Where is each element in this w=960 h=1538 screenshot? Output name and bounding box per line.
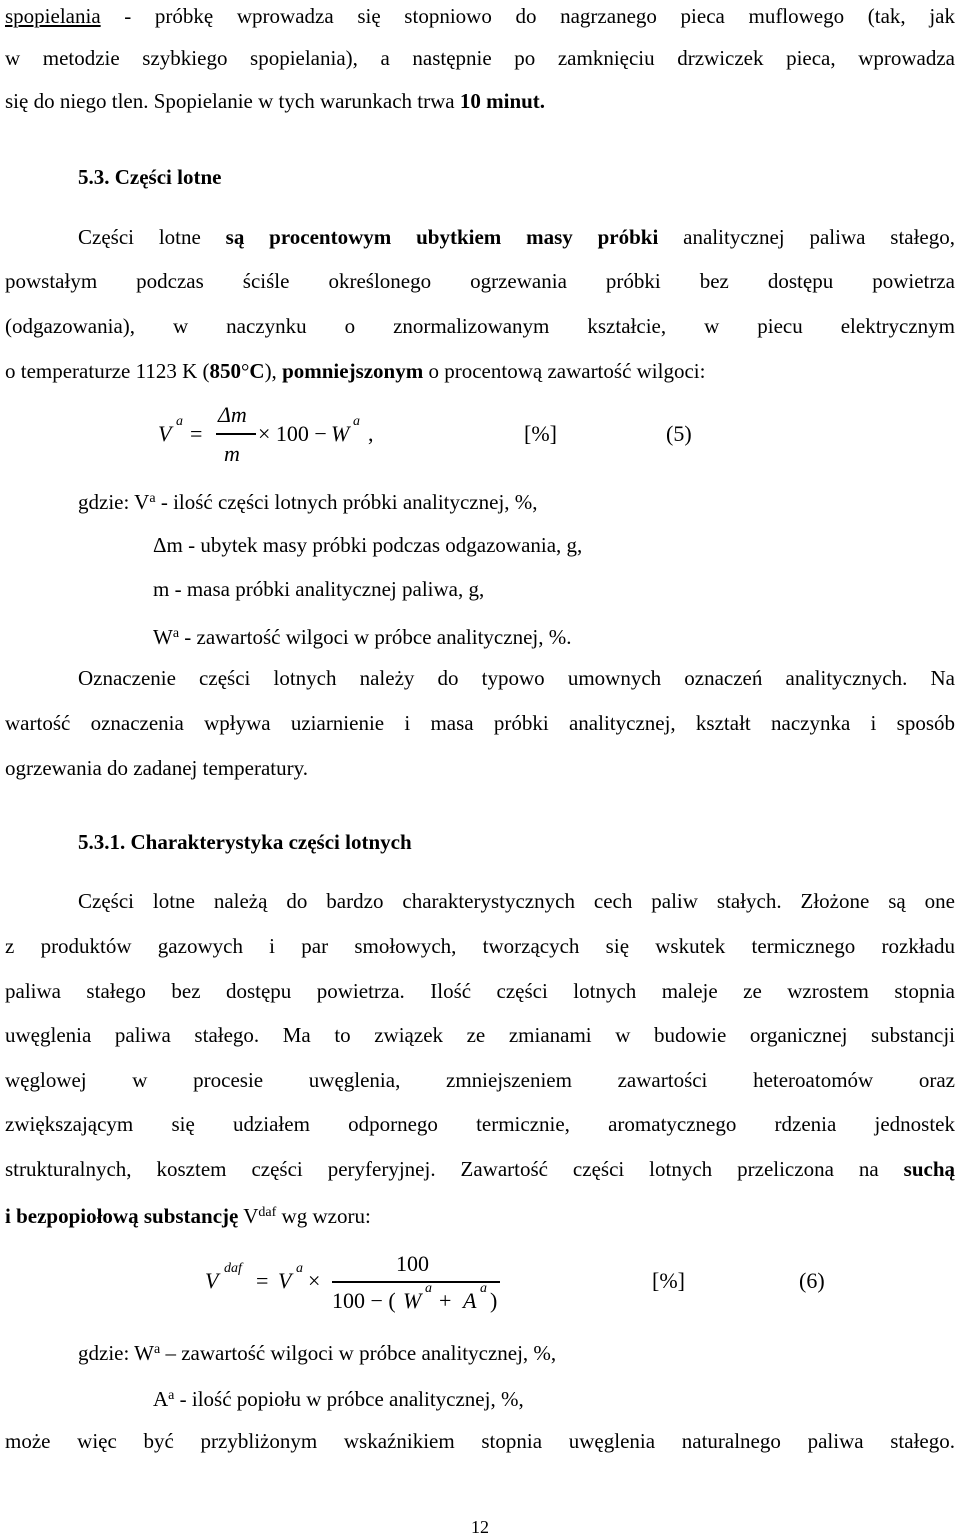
where-line [153, 533, 960, 557]
eq5-sup-a2: a [353, 414, 360, 429]
eq6-numerator: 100 [396, 1251, 429, 1276]
text-span: Części lotne [78, 225, 226, 249]
text-span: - ilość popiołu w próbce analitycznej, %, [174, 1387, 524, 1411]
superscript: a [149, 491, 156, 506]
where-line [153, 1384, 960, 1411]
eq6-lhs: V [205, 1268, 219, 1293]
text-line [5, 1201, 955, 1228]
text-line [78, 889, 955, 913]
eq6-den-100: 100 − ( [332, 1288, 396, 1313]
where-line [153, 622, 960, 649]
text-span: analitycznej paliwa stałego, [658, 225, 955, 249]
eq6-den-close: ) [490, 1288, 498, 1313]
eq6-unit: [%] [652, 1268, 685, 1293]
eq5-comma: , [368, 421, 374, 446]
subsection-heading: 5.3.1. Charakterystyka części lotnych [78, 830, 412, 854]
bold-span: 850 [209, 359, 241, 383]
eq5-number: (5) [666, 421, 692, 446]
where-line [153, 577, 960, 601]
where-line [78, 487, 960, 514]
text-span: (odgazowania), w naczynku o znormalizowanym kształcie, w piecu elektrycznym [5, 314, 955, 338]
text-span: m - masa próbki analitycznej paliwa, g, [153, 577, 485, 601]
text-line [78, 666, 955, 690]
text-span: gdzie: V [78, 490, 150, 514]
eq5-denominator: m [224, 441, 240, 466]
bold-span: C [249, 359, 265, 383]
section-heading: 5.3. Części lotne [78, 165, 222, 189]
eq6-den-sup-a: a [425, 1281, 432, 1296]
page-number: 12 [471, 1517, 489, 1537]
text-line [5, 4, 955, 28]
superscript: a [154, 1342, 161, 1357]
bold-span: 10 minut. [459, 89, 546, 113]
superscript: a [168, 1388, 175, 1403]
text-span: A [153, 1387, 169, 1411]
superscript: a [172, 626, 180, 641]
eq6-sup-a: a [296, 1261, 303, 1276]
eq6-den-plus: + [439, 1288, 452, 1313]
eq6-times: × [308, 1268, 321, 1293]
text-span: ogrzewania do zadanej temperatury. [5, 756, 308, 780]
text-span: ), [264, 359, 283, 383]
text-span: o temperaturze 1123 K ( [5, 359, 210, 383]
text-span: W [153, 625, 173, 649]
eq5-lhs: V [158, 421, 172, 446]
bold-span: i bezpopiołową substancję [5, 1204, 239, 1228]
text-span: gdzie: W [78, 1341, 155, 1365]
eq5-fraction-bar [216, 433, 256, 435]
text-line [5, 756, 955, 780]
text-line [5, 1157, 955, 1181]
text-line [5, 1112, 955, 1136]
text-span: uwęglenia paliwa stałego. Ma to związek ze zmianami w budowie organicznej substancji [5, 1023, 955, 1047]
text-span: paliwa stałego bez dostępu powietrza. Ilość części lotnych maleje ze wzrostem stopnia [5, 979, 955, 1003]
text-span: może więc być przybliżonym wskaźnikiem stopnia uwęglenia naturalnego paliwa stałego. [5, 1429, 955, 1453]
text-line [78, 225, 955, 249]
text-line [5, 269, 955, 293]
eq5-w: W [331, 421, 350, 446]
text-span: powstałym podczas ściśle określonego ogrzewania próbki bez dostępu powietrza [5, 269, 955, 293]
eq6-den-sup-a2: a [480, 1281, 487, 1296]
text-span: z produktów gazowych i par smołowych, tworzących się wskutek termicznego rozkładu [5, 934, 955, 958]
text-line [5, 1023, 955, 1047]
eq6-sup-daf: daf [224, 1261, 242, 1276]
superscript: daf [258, 1205, 277, 1220]
text-span: się do niego tlen. Spopielanie w tych warunkach trwa [5, 89, 460, 113]
eq5-times-100-minus: × 100 − [258, 421, 327, 446]
eq6-number: (6) [799, 1268, 825, 1293]
text-span: Δm - ubytek masy próbki podczas odgazowania, g, [153, 533, 583, 557]
eq5-equals: = [190, 421, 203, 446]
bold-span: są procentowym ubytkiem masy próbki [225, 225, 659, 249]
bold-span: pomniejszonym [282, 359, 424, 383]
text-span: - próbkę wprowadza się stopniowo do nagrzanego pieca muflowego (tak, jak [100, 4, 955, 28]
text-span: ° [240, 359, 250, 383]
text-line [5, 359, 955, 383]
text-line [5, 711, 955, 735]
eq6-fraction-bar [332, 1281, 500, 1283]
text-line [5, 1068, 955, 1092]
text-span: Oznaczenie części lotnych należy do typowo umownych oznaczeń analitycznych. Na [78, 666, 955, 690]
text-span: zwiększającym się udziałem odpornego termicznie, aromatycznego rdzenia jednostek [5, 1112, 955, 1136]
text-span: w metodzie szybkiego spopielania), a następnie po zamknięciu drzwiczek pieca, wprowadza [5, 46, 955, 70]
eq6-den-a: A [463, 1288, 477, 1313]
text-span: - ilość części lotnych próbki analitycznej, %, [155, 490, 538, 514]
text-line [5, 314, 955, 338]
text-span: węglowej w procesie uwęglenia, zmniejszeniem zawartości heteroatomów oraz [5, 1068, 955, 1092]
text-span: strukturalnych, kosztem części peryferyjnej. Zawartość części lotnych przeliczona na [5, 1157, 904, 1181]
link-spopielania[interactable]: spopielania [5, 4, 101, 28]
text-span: V [238, 1204, 259, 1228]
eq6-equals: = [256, 1268, 269, 1293]
text-span: o procentową zawartość wilgoci: [423, 359, 706, 383]
where-line [78, 1338, 960, 1365]
text-span: wg wzoru: [276, 1204, 371, 1228]
bold-span: suchą [903, 1157, 955, 1181]
eq5-unit: [%] [524, 421, 557, 446]
eq5-sup-a: a [176, 414, 183, 429]
text-span: Części lotne należą do bardzo charakterystycznych cech paliw stałych. Złożone są one [78, 889, 955, 913]
text-line [5, 979, 955, 1003]
text-span: – zawartość wilgoci w próbce analitycznej, %, [160, 1341, 557, 1365]
text-line [5, 46, 955, 70]
eq6-den-w: W [403, 1288, 422, 1313]
eq6-v: V [278, 1268, 292, 1293]
eq5-numerator: Δm [218, 402, 247, 427]
text-span: - zawartość wilgoci w próbce analitycznej, %. [179, 625, 572, 649]
text-line [5, 934, 955, 958]
text-line [5, 1429, 955, 1453]
text-span: wartość oznaczenia wpływa uziarnienie i masa próbki analitycznej, kształt naczynka i sposób [5, 711, 955, 735]
text-line [5, 89, 955, 113]
